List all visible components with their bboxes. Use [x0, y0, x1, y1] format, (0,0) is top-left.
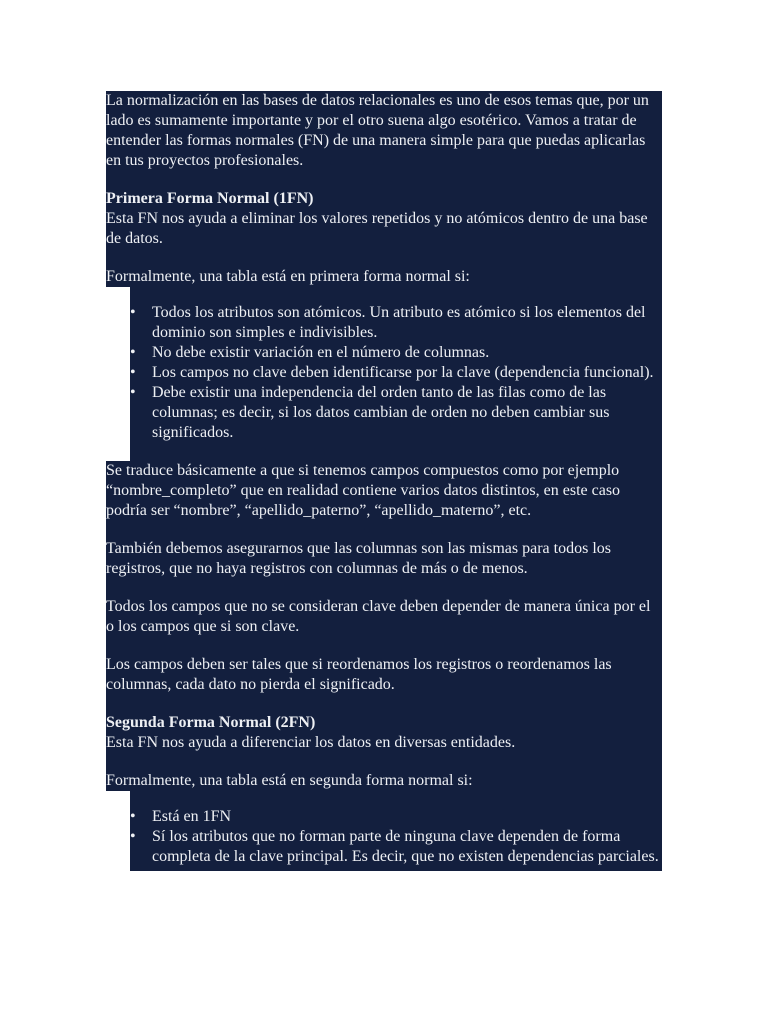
document-body [106, 91, 662, 871]
list-item: • Debe existir una independencia del orden tanto de las filas como de las columnas; es decir, si los datos cambian de orden no deben cambiar sus significados. [152, 383, 662, 443]
fn1-section [106, 189, 662, 287]
fn1-paragraph-keys: Todos los campos que no se consideran clave deben depender de manera única por el o los campos que si son clave. [106, 597, 662, 655]
fn2-section [106, 713, 662, 791]
list-item: • Los campos no clave deben identificarse por la clave (dependencia funcional). [152, 363, 662, 383]
fn2-list [130, 807, 662, 867]
fn1-formal: Formalmente, una tabla está en primera forma normal si: [106, 268, 470, 285]
fn2-description: Esta FN nos ayuda a diferenciar los datos en diversas entidades. [106, 734, 516, 751]
fn1-list-container [130, 287, 662, 461]
fn1-paragraph-compound: Se traduce básicamente a que si tenemos campos compuestos como por ejemplo “nombre_completo” que en realidad contiene varios datos distintos, en este caso podría ser “nombre”, “apellido_paterno”, “apellido_materno”, etc. [106, 461, 662, 539]
list-item: • Está en 1FN [152, 807, 662, 827]
fn1-heading: Primera Forma Normal (1FN) [106, 190, 314, 207]
fn1-paragraph-columns: También debemos asegurarnos que las columnas son las mismas para todos los registros, que no haya registros con columnas de más o de menos. [106, 539, 662, 597]
fn2-list-container [130, 791, 662, 871]
list-item: • No debe existir variación en el número de columnas. [152, 343, 662, 363]
intro-paragraph: La normalización en las bases de datos relacionales es uno de esos temas que, por un lado es sumamente importante y por el otro suena algo esotérico. Vamos a tratar de entender las formas normales (FN) de una manera simple para que puedas aplicarlas en tus proyectos profesionales. [106, 91, 662, 189]
list-item: • Todos los atributos son atómicos. Un atributo es atómico si los elementos del dominio son simples e indivisibles. [152, 303, 662, 343]
fn1-description: Esta FN nos ayuda a eliminar los valores repetidos y no atómicos dentro de una base de datos. [106, 210, 648, 247]
fn2-heading: Segunda Forma Normal (2FN) [106, 714, 316, 731]
fn1-list [130, 303, 662, 443]
fn2-formal: Formalmente, una tabla está en segunda forma normal si: [106, 772, 473, 789]
list-item: • Sí los atributos que no forman parte de ninguna clave dependen de forma completa de la clave principal. Es decir, que no existen dependencias parciales. [152, 827, 662, 867]
fn1-paragraph-order: Los campos deben ser tales que si reordenamos los registros o reordenamos las columnas, cada dato no pierda el significado. [106, 655, 662, 713]
